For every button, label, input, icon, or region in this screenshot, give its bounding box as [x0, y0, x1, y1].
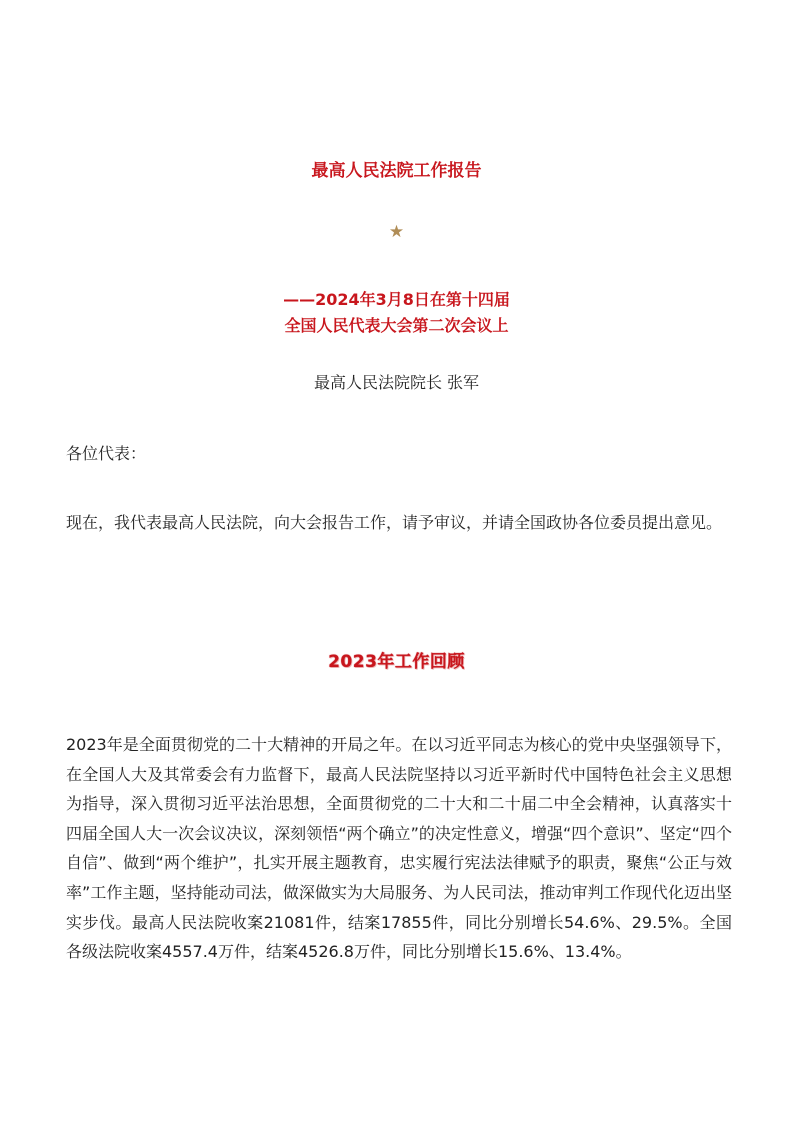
report-subtitle	[0, 287, 793, 339]
star-icon: ★	[388, 222, 405, 242]
section-heading: 2023年工作回顾	[328, 652, 465, 672]
subtitle-line-meeting: 全国人民代表大会第二次会议上	[284, 316, 509, 335]
subtitle-line-date: ——2024年3月8日在第十四届	[283, 290, 510, 309]
report-author: 最高人民法院院长 张军	[313, 373, 480, 392]
report-title: 最高人民法院工作报告	[311, 161, 482, 181]
intro-paragraph: 现在，我代表最高人民法院，向大会报告工作，请予审议，并请全国政协各位委员提出意见。	[66, 513, 723, 532]
salutation: 各位代表：	[66, 444, 147, 463]
section-paragraph: 2023年是全面贯彻党的二十大精神的开局之年。在以习近平同志为核心的党中央坚强领导下，在全国人大及其常委会有力监督下，最高人民法院坚持以习近平新时代中国特色社会主义思想为指导，深入贯彻习近平法治思想，全面贯彻党的二十大和二十届二中全会精神，认真落实十四届全国人大一次会议决议，深刻领悟“两个确立”的决定性意义，增强“四个意识”、坚定“四个自信”、做到“两个维护”，扎实开展主题教育，忠实履行宪法法律赋予的职责，聚焦“公正与效率”工作主题，坚持能动司法，做深做实为大局服务、为人民司法，推动审判工作现代化迈出坚实步伐。最高人民法院收案21081件，结案17855件，同比分别增长54.6%、29.5%。全国各级法院收案4557.4万件，结案4526.8万件，同比分别增长15.6%、13.4%。	[66, 735, 732, 962]
